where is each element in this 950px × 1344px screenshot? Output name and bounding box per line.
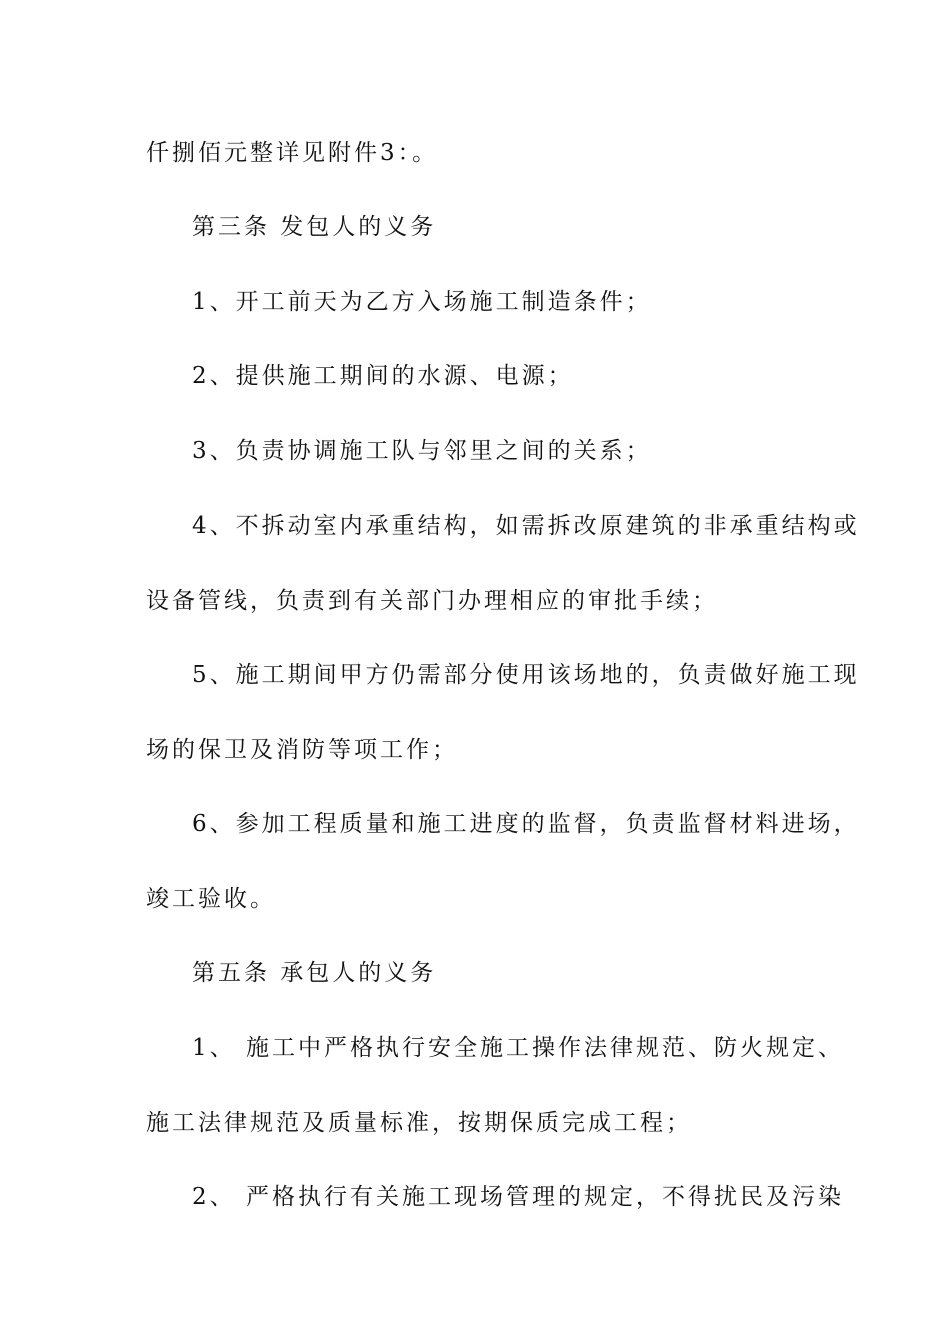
section-heading: 第三条 发包人的义务 bbox=[192, 214, 437, 240]
text-line: 施工法律规范及质量标准，按期保质完成工程； bbox=[146, 1110, 692, 1136]
list-item: 3、负责协调施工队与邻里之间的关系； bbox=[192, 438, 652, 464]
text-line: 竣工验收。 bbox=[146, 886, 276, 912]
list-item: 4、不拆动室内承重结构，如需拆改原建筑的非承重结构或 bbox=[192, 513, 860, 539]
list-item: 2、 严格执行有关施工现场管理的规定，不得扰民及污染 bbox=[192, 1184, 844, 1210]
list-item: 2、提供施工期间的水源、电源； bbox=[192, 363, 574, 389]
section-heading: 第五条 承包人的义务 bbox=[192, 960, 437, 986]
list-item: 5、施工期间甲方仍需部分使用该场地的，负责做好施工现 bbox=[192, 662, 860, 688]
text-line: 场的保卫及消防等项工作； bbox=[146, 737, 458, 763]
list-item: 1、 施工中严格执行安全施工操作法律规范、防火规定、 bbox=[192, 1035, 844, 1061]
list-item: 6、参加工程质量和施工进度的监督，负责监督材料进场， bbox=[192, 811, 860, 837]
text-line: 设备管线，负责到有关部门办理相应的审批手续； bbox=[146, 588, 718, 614]
text-line: 仟捌佰元整详见附件3：。 bbox=[146, 140, 439, 166]
list-item: 1、开工前天为乙方入场施工制造条件； bbox=[192, 289, 652, 315]
